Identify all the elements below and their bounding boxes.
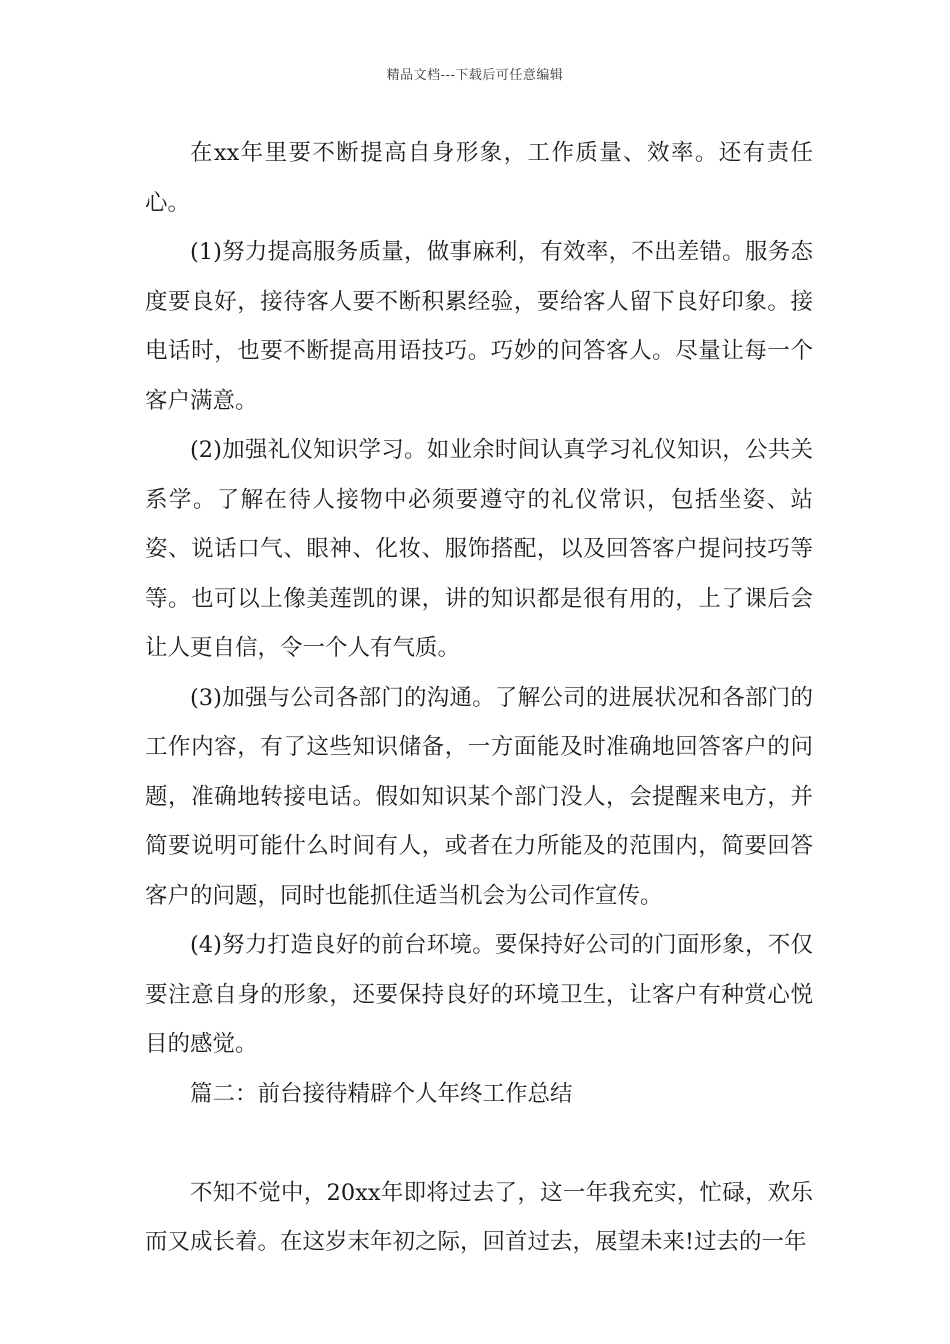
paragraph-section-two-intro: 不知不觉中，20xx年即将过去了，这一年我充实，忙碌，欢乐而又成长着。在这岁末年初之际，回首过去，展望未来!过去的一年 [145, 1179, 813, 1255]
paragraph-item-4: (4)努力打造良好的前台环境。要保持好公司的门面形象，不仅要注意自身的形象，还要保持良好的环境卫生，让客户有种赏心悦目的感觉。 [145, 932, 813, 1057]
paragraph-intro: 在xx年里要不断提高自身形象，工作质量、效率。还有责任心。 [145, 140, 813, 216]
paragraph-item-3: (3)加强与公司各部门的沟通。了解公司的进展状况和各部门的工作内容，有了这些知识储备，一方面能及时准确地回答客户的问题，准确地转接电话。假如知识某个部门没人，会提醒来电方，并简要说明可能什么时间有人，或者在力所能及的范围内，简要回答客户的问题，同时也能抓住适当机会为公司作宣传。 [145, 684, 813, 909]
paragraph-item-2: (2)加强礼仪知识学习。如业余时间认真学习礼仪知识，公共关系学。了解在待人接物中必须要遵守的礼仪常识，包括坐姿、站姿、说话口气、眼神、化妆、服饰搭配，以及回答客户提问技巧等等。也可以上像美莲凯的课，讲的知识都是很有用的，上了课后会让人更自信，令一个人有气质。 [145, 437, 813, 661]
section-heading: 篇二：前台接待精辟个人年终工作总结 [190, 1080, 573, 1107]
paragraph-item-1: (1)努力提高服务质量，做事麻利，有效率，不出差错。服务态度要良好，接待客人要不断积累经验，要给客人留下良好印象。接电话时，也要不断提高用语技巧。巧妙的问答客人。尽量让每一个客户满意。 [145, 239, 813, 414]
page-header: 精品文档---下载后可任意编辑 [386, 68, 564, 83]
document-body [145, 129, 813, 1268]
